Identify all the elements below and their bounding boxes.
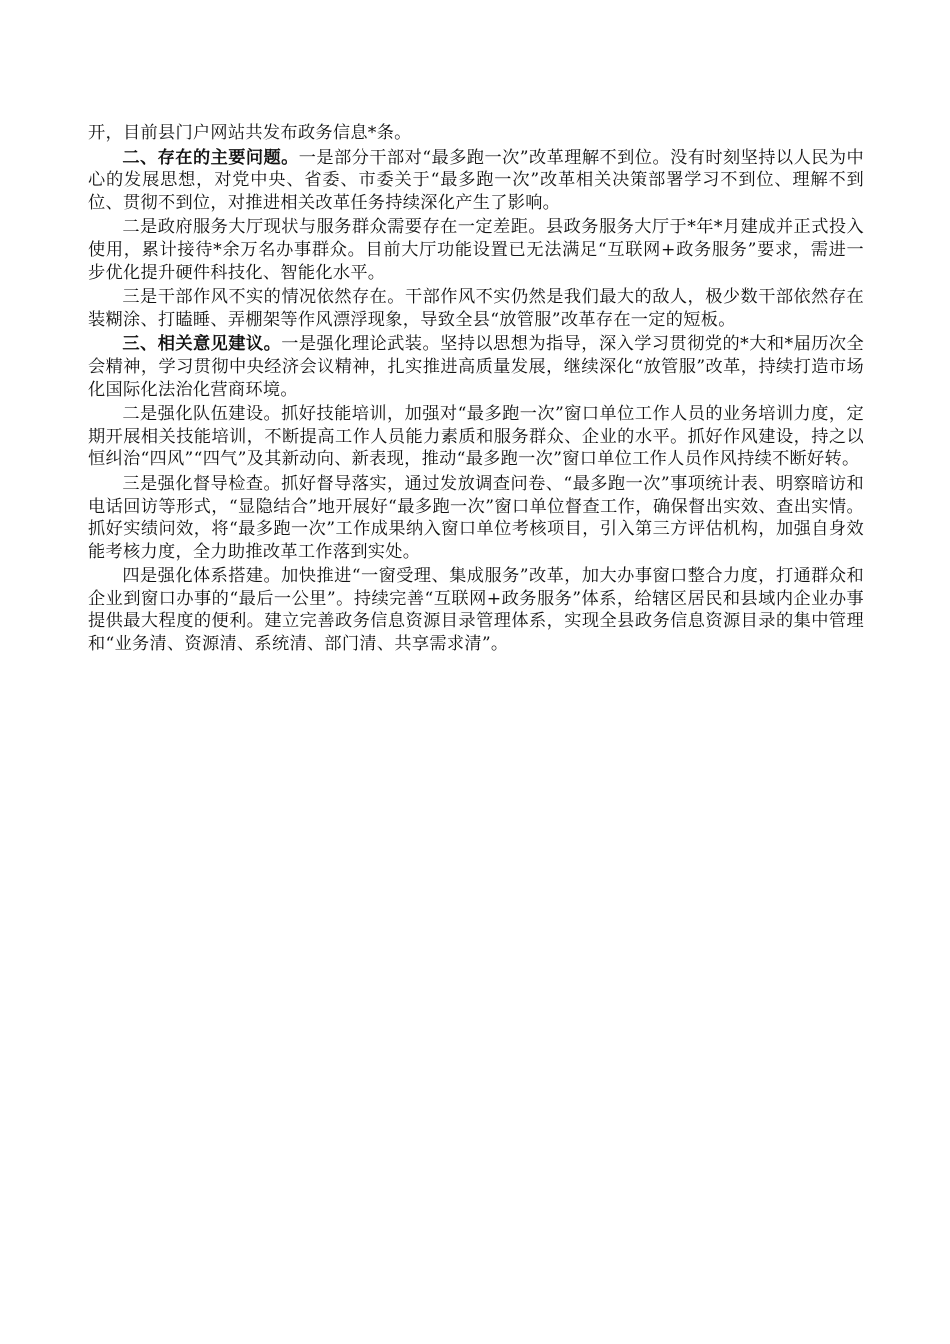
paragraph-text: 三是强化督导检查。抓好督导落实，通过发放调查问卷、“最多跑一次”事项统计表、明察暗访和电话回访等形式，“显隐结合”地开展好“最多跑一次”窗口单位督查工作，确保督出实效、查出实情。抓好实绩问效，将“最多跑一次”工作成果纳入窗口单位考核项目，引入第三方评估机构，加强自身效能考核力度，全力助推改革工作落到实处。	[88, 473, 864, 562]
paragraph-main-problems	[88, 147, 864, 215]
paragraph-text: 一是强化理论武装。坚持以思想为指导，深入学习贯彻党的*大和*届历次全会精神，学习贯彻中央经济会议精神，扎实推进高质量发展，继续深化“放管服”改革，持续打造市场化国际化法治化营商环境。	[88, 334, 865, 400]
paragraph-team-building	[88, 403, 864, 471]
paragraph-text: 开，目前县门户网站共发布政务信息*条。	[88, 123, 412, 143]
paragraph-system-building	[88, 565, 864, 655]
paragraph-continuation	[88, 122, 864, 145]
paragraph-supervision	[88, 473, 864, 563]
paragraph-text: 二是政府服务大厅现状与服务群众需要存在一定差距。县政务服务大厅于*年*月建成并正式投入使用，累计接待*余万名办事群众。目前大厅功能设置已无法满足“互联网+政务服务”要求，需进一步优化提升硬件科技化、智能化水平。	[88, 217, 864, 283]
paragraph-service-hall	[88, 216, 864, 284]
paragraph-work-style	[88, 286, 864, 331]
section-heading-suggestions: 三、相关意见建议。	[122, 334, 282, 355]
section-heading-main-problems: 二、存在的主要问题。	[122, 147, 299, 168]
paragraph-text: 二是强化队伍建设。抓好技能培训，加强对“最多跑一次”窗口单位工作人员的业务培训力度，定期开展相关技能培训，不断提高工作人员能力素质和服务群众、企业的水平。抓好作风建设，持之以恒纠治“四风”“四气”及其新动向、新表现，推动“最多跑一次”窗口单位工作人员作风持续不断好转。	[88, 404, 864, 470]
paragraph-suggestions	[88, 333, 864, 401]
paragraph-text: 四是强化体系搭建。加快推进“一窗受理、集成服务”改革，加大办事窗口整合力度，打通群众和企业到窗口办事的“最后一公里”。持续完善“互联网+政务服务”体系，给辖区居民和县域内企业办事提供最大程度的便利。建立完善政务信息资源目录管理体系，实现全县政务信息资源目录的集中管理和“业务清、资源清、系统清、部门清、共享需求清”。	[88, 566, 864, 655]
paragraph-text: 一是部分干部对“最多跑一次”改革理解不到位。没有时刻坚持以人民为中心的发展思想，对党中央、省委、市委关于“最多跑一次”改革相关决策部署学习不到位、理解不到位、贯彻不到位，对推进相关改革任务持续深化产生了影响。	[88, 147, 864, 213]
document-page	[88, 122, 864, 658]
paragraph-text: 三是干部作风不实的情况依然存在。干部作风不实仍然是我们最大的敌人，极少数干部依然存在装糊涂、打瞌睡、弄棚架等作风漂浮现象，导致全县“放管服”改革存在一定的短板。	[88, 287, 864, 330]
